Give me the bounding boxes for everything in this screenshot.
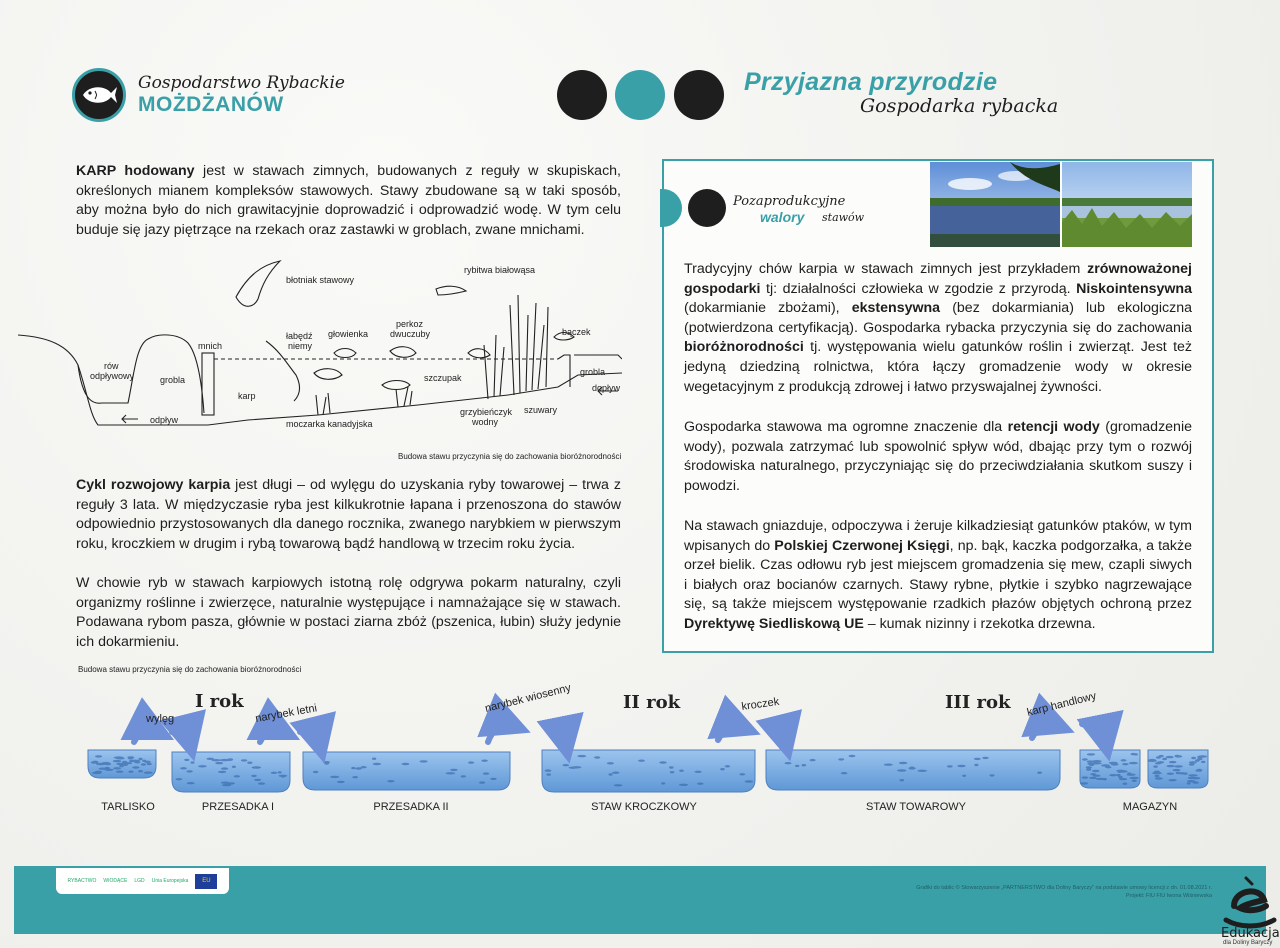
fish-mark xyxy=(947,765,953,767)
arrow-label-wyleg: wylęg xyxy=(146,713,175,725)
logo-line2: MOŻDŻANÓW xyxy=(138,92,284,116)
fish-mark xyxy=(186,770,192,772)
arrow-1 xyxy=(134,730,158,742)
fish-mark xyxy=(281,775,286,777)
fish-mark xyxy=(278,771,282,773)
logo-line1: Gospodarstwo Rybackie xyxy=(138,73,345,94)
info-box-heading-3: stawów xyxy=(822,211,865,224)
fish-mark xyxy=(849,755,856,757)
r2-run: Gospodarka stawowa ma ogromne znaczenie dla xyxy=(684,419,1008,435)
arrow-9 xyxy=(1032,725,1058,739)
fish-mark xyxy=(221,782,229,784)
paragraph-karp-bold: KARP hodowany xyxy=(76,163,195,179)
info-box-heading-2: walory xyxy=(760,209,805,225)
fish-mark xyxy=(917,770,927,772)
fish-mark xyxy=(1109,774,1117,776)
page-title: Przyjazna przyrodzie xyxy=(744,68,998,96)
pond-kroczkowy xyxy=(542,750,755,792)
fish-mark xyxy=(176,778,183,780)
fish-mark xyxy=(739,773,745,775)
fish-mark xyxy=(974,764,978,766)
fish-mark xyxy=(909,767,916,769)
fish-mark xyxy=(897,769,906,771)
label-blotniak: błotniak stawowy xyxy=(286,275,355,285)
fish-mark xyxy=(330,776,339,778)
edukacja-word: Edukacja xyxy=(1221,926,1280,941)
fish-mark xyxy=(1092,760,1102,762)
info-paragraph-3 xyxy=(684,517,1192,635)
fish-mark xyxy=(1127,772,1131,774)
fish-mark xyxy=(206,758,214,760)
fish-mark xyxy=(608,773,612,775)
arrow-8 xyxy=(766,726,786,744)
fish-mark xyxy=(1198,755,1207,757)
pond-name-magazyn: MAGAZYN xyxy=(1122,801,1178,813)
fish-mark xyxy=(612,772,619,774)
fish-mark xyxy=(1119,778,1127,780)
page-subtitle: Gospodarka rybacka xyxy=(860,95,1059,117)
arrow-label-kroczek: kroczek xyxy=(740,695,780,713)
fish-mark xyxy=(785,762,792,764)
fish-mark xyxy=(1121,759,1127,761)
r3-run: Na stawach gniazduje, odpoczywa i żeruje kilkadziesiąt gatunków ptaków, w tym wpisanych do xyxy=(684,518,1192,554)
credit-line-1: Grafiki do tablic © Stowarzyszenie „PARTNERSTWO dla Doliny Baryczy” na podstawie umowy licencji z dn. 01.08.2021 r. xyxy=(916,885,1212,891)
fish-mark xyxy=(1092,770,1100,772)
label-odplyw: odpływ xyxy=(150,415,179,425)
label-karp: karp xyxy=(238,391,256,401)
fish-mark xyxy=(138,770,143,772)
arrow-10 xyxy=(1082,724,1106,744)
r1-run: ekstensywna xyxy=(851,300,941,317)
fish-mark xyxy=(1089,777,1096,779)
label-baczek: bączek xyxy=(562,327,591,337)
r2-run: (gromadzenie wody), pozwala zatrzymać lub spowolnić spływ wód, dbając przy tym o rozwój środowiska naturalnego, przyczyniając się do przeciwdziałania skutkom suszy i powodzi. xyxy=(684,419,1192,494)
fish-mark xyxy=(337,781,345,783)
fish-mark xyxy=(720,768,725,770)
fish-mark xyxy=(180,767,187,769)
paragraph-cykl-text: jest długi – od wylęgu do uzyskania ryby towarowej – trwa z reguły 3 lata. W międzyczasie ryba jest kilkukrotnie łapana i przenoszona do stawów odpowiednio przystosowanych dla danego rocznika, zwanego narybkiem w pierwszym roku, kroczkiem w drugim i rybą towarową bądź handlową w trzecim roku życia. xyxy=(76,477,621,552)
fish-mark xyxy=(1087,768,1091,770)
label-szczupak: szczupak xyxy=(424,373,462,383)
fish-mark xyxy=(962,775,966,777)
label-labedz-2: niemy xyxy=(288,341,313,351)
fish-mark xyxy=(1129,762,1138,764)
partner-logo-wiodace: WIODĄCE xyxy=(103,877,128,884)
fish-mark xyxy=(1089,764,1095,766)
paragraph-karp xyxy=(76,162,621,240)
fish-mark xyxy=(91,761,99,763)
label-labedz-1: łabędź xyxy=(286,331,313,341)
fish-mark xyxy=(254,779,261,781)
fish-mark xyxy=(614,784,623,786)
fish-mark xyxy=(1090,773,1096,775)
fish-mark xyxy=(1169,761,1177,763)
arrow-label-narybek-wiosenny: narybek wiosenny xyxy=(483,682,573,715)
label-doplyw: dopływ xyxy=(592,383,621,393)
fish-mark xyxy=(1156,756,1161,758)
pond-name-przesadka-2: PRZESADKA II xyxy=(373,801,449,813)
fish-mark xyxy=(1191,757,1196,759)
fish-icon xyxy=(72,68,126,122)
fish-mark xyxy=(351,767,355,769)
fish-mark xyxy=(402,763,410,765)
r1-run: zrównoważonej gospodarki xyxy=(684,261,1192,297)
fish-mark xyxy=(271,772,278,774)
fish-mark xyxy=(1087,753,1095,755)
pond-przesadka-2 xyxy=(303,752,510,790)
fish-mark xyxy=(132,766,139,768)
r3-run: , np. bąk, kaczka podgorzałka, a także orzeł bielik. Czas odłowu ryb jest miejscem gromadzenia się mew, czapli siwych i białych oraz bocianów czarnych. Stawy rybne, płytkie i szybko nagrzewające się, są także miejscem występowanie rzadkich płazów objętych ochroną przez xyxy=(684,537,1192,613)
fish-mark xyxy=(1105,766,1111,768)
pond-diagram xyxy=(18,255,622,455)
fish-mark xyxy=(545,769,552,771)
carp-cycle-diagram xyxy=(60,682,1210,822)
fish-mark xyxy=(420,760,428,762)
fish-mark xyxy=(113,760,122,762)
fish-mark xyxy=(232,766,236,768)
label-row-1: rów xyxy=(104,361,119,371)
fish-mark xyxy=(1175,755,1180,757)
fish-mark xyxy=(1037,772,1042,774)
fish-mark xyxy=(725,765,730,767)
label-moczarka: moczarka kanadyjska xyxy=(286,419,373,429)
label-grzybienczyk-2: wodny xyxy=(472,417,499,427)
fish-mark xyxy=(546,773,551,775)
fish-mark xyxy=(1195,769,1202,771)
fish-mark xyxy=(1201,761,1205,763)
fish-mark xyxy=(638,760,645,762)
info-box-heading-1: Pozaprodukcyjne xyxy=(733,194,846,209)
fish-mark xyxy=(1188,774,1197,776)
fish-mark xyxy=(116,771,124,773)
fish-mark xyxy=(450,769,457,771)
fish-mark xyxy=(128,757,133,759)
r1-run: bioróżnorodności xyxy=(684,339,804,356)
paragraph-chow: W chowie ryb w stawach karpiowych istotną rolę odgrywa pokarm naturalny, czyli organizmy roślinne i zwierzęce, naturalnie występujące i namnażające się w stawach. Podawana rybom pasza, głównie w postaci ziarna zbóż (pszenica, łubin) służy jedynie ich dokarmieniu. xyxy=(76,575,621,650)
fish-mark xyxy=(95,755,102,757)
fish-mark xyxy=(572,766,582,768)
header-dot-2 xyxy=(615,70,665,120)
fish-mark xyxy=(670,771,674,773)
fish-mark xyxy=(184,759,189,761)
info-paragraph-2 xyxy=(684,418,1192,496)
fish-mark xyxy=(1155,777,1163,779)
label-perkoz-2: dwuczuby xyxy=(390,329,431,339)
fish-mark xyxy=(221,767,228,769)
fish-mark xyxy=(483,772,489,774)
fish-mark xyxy=(324,762,329,764)
r1-run: (dokarmianie zbożami), xyxy=(684,300,852,317)
fish-mark xyxy=(361,766,367,768)
r2-run: retencji wody xyxy=(1007,419,1100,435)
fish-mark xyxy=(142,760,146,762)
fish-mark xyxy=(468,761,474,763)
fish-mark xyxy=(802,764,807,766)
fish-mark xyxy=(1123,783,1128,785)
fish-mark xyxy=(387,780,394,782)
partner-logo-lgd: LGD xyxy=(134,877,145,884)
arrow-4 xyxy=(300,732,320,746)
label-perkoz-1: perkoz xyxy=(396,319,424,329)
fish-mark xyxy=(1187,780,1195,782)
year-3: III rok xyxy=(945,692,1011,713)
r3-run: – kumak nizinny i rzekotka drzewna. xyxy=(863,615,1096,632)
fish-mark xyxy=(130,760,140,762)
r3-run: Polskiej Czerwonej Księgi xyxy=(774,537,950,554)
fish-mark xyxy=(745,780,754,782)
fish-mark xyxy=(461,775,467,777)
paragraph-karp-text: jest w stawach zimnych, budowanych z reguły w skupiskach, określonych mianem kompleksów stawowych. Stawy zbudowane są w taki sposób, aby można było do nich grawitacyjnie doprowadzić i odprowadzić wodę. W tym celu buduje się jazy piętrzące na rzekach oraz zastawki w groblach, zwane mnichami. xyxy=(76,163,621,238)
pond-photo-2 xyxy=(1062,162,1192,247)
fish-mark xyxy=(1122,763,1128,765)
fish-mark xyxy=(1082,776,1089,778)
fish-mark xyxy=(96,772,101,774)
fish-mark xyxy=(1087,760,1094,762)
fish-mark xyxy=(1131,753,1137,755)
fish-mark xyxy=(989,774,994,776)
arrow-label-karp-handlowy: karp handlowy xyxy=(1025,690,1098,719)
fish-mark xyxy=(490,778,496,780)
fish-mark xyxy=(1082,758,1088,760)
label-grzybienczyk-1: grzybieńczyk xyxy=(460,407,513,417)
fish-mark xyxy=(241,759,247,761)
fish-mark xyxy=(841,772,848,774)
fish-mark xyxy=(1155,762,1162,764)
arrow-6 xyxy=(544,724,566,746)
fish-mark xyxy=(838,758,844,760)
fish-mark xyxy=(957,765,965,767)
label-row-2: odpływowy xyxy=(90,371,135,381)
pond-name-towarowy: STAW TOWAROWY xyxy=(865,801,967,813)
r1-run: tj. występowania wielu gatunków roślin i zwierząt. Jest też jedyną dziedziną rolnictwa, która łączy gromadzenie wody w okresie wegetacyjnym z produkcją zdrowej i łatwo przyswajalnej żywności. xyxy=(684,339,1192,395)
fish-mark xyxy=(479,781,485,783)
fish-mark xyxy=(1095,778,1105,780)
pond-towarowy xyxy=(766,750,1060,790)
fish-mark xyxy=(128,771,133,773)
header-dot-3 xyxy=(674,70,724,120)
fish-mark xyxy=(1166,756,1174,758)
r1-run: Tradycyjny chów karpia w stawach zimnych jest przykładem xyxy=(684,261,1088,277)
label-szuwary: szuwary xyxy=(524,405,558,415)
fish-mark xyxy=(234,775,240,777)
fish-mark xyxy=(577,755,586,757)
partner-logo-ue: Unia Europejska xyxy=(151,877,189,884)
fish-mark xyxy=(661,782,665,784)
fish-mark xyxy=(1129,777,1139,779)
fish-mark xyxy=(313,771,319,773)
credit-line-2: Projekt: FIU FIU Iwona Wiśniewska xyxy=(1125,893,1212,899)
fish-mark xyxy=(679,770,684,772)
fish-mark xyxy=(974,758,981,760)
info-paragraph-1 xyxy=(684,260,1192,397)
fish-mark xyxy=(679,784,688,786)
label-mnich: mnich xyxy=(198,341,223,351)
arrow-7 xyxy=(718,727,744,741)
fish-mark xyxy=(982,757,988,759)
label-grobla-left: grobla xyxy=(160,375,186,385)
partner-logo-rybactwo: RYBACTWO xyxy=(67,877,97,884)
fish-mark xyxy=(373,763,381,765)
fish-mark xyxy=(1117,774,1121,776)
fish-mark xyxy=(102,762,110,764)
fish-mark xyxy=(1173,769,1181,771)
fish-mark xyxy=(1162,758,1167,760)
fish-mark xyxy=(1167,765,1175,767)
fish-mark xyxy=(215,762,223,764)
fish-mark xyxy=(222,784,231,786)
fish-mark xyxy=(116,757,125,759)
r3-run: Dyrektywę Siedliskową UE xyxy=(684,615,864,632)
arrow-label-narybek-letni: narybek letni xyxy=(254,702,318,725)
cycle-caption: Budowa stawu przyczynia się do zachowania bioróżnorodności xyxy=(78,665,302,674)
r1-run: Niskointensywna xyxy=(1076,280,1192,297)
arrow-3 xyxy=(260,730,284,742)
fish-mark xyxy=(252,766,262,768)
fish-mark xyxy=(147,763,152,765)
fish-mark xyxy=(563,764,570,766)
arrow-2 xyxy=(172,732,190,744)
paragraph-cykl xyxy=(76,476,621,554)
pond-photo-1 xyxy=(930,162,1060,247)
fish-mark xyxy=(191,761,195,763)
arrow-5 xyxy=(488,725,514,742)
fish-mark xyxy=(1147,760,1157,762)
fish-mark xyxy=(198,765,207,767)
fish-mark xyxy=(1167,773,1174,775)
fish-mark xyxy=(258,782,265,784)
fish-mark xyxy=(1187,782,1191,784)
fish-mark xyxy=(1152,772,1162,774)
fish-mark xyxy=(1197,758,1202,760)
label-grobla-right: grobla xyxy=(580,367,606,377)
edukacja-sub: dla Doliny Baryczy xyxy=(1223,940,1273,946)
fish-mark xyxy=(113,767,121,769)
fish-mark xyxy=(1179,772,1186,774)
paragraph-cykl-bold: Cykl rozwojowy karpia xyxy=(76,477,231,493)
fish-mark xyxy=(187,782,195,784)
fish-mark xyxy=(697,783,704,785)
credits xyxy=(792,884,1212,900)
fish-mark xyxy=(138,758,142,760)
fish-mark xyxy=(116,763,122,765)
label-rybitwa: rybitwa białowąsa xyxy=(464,265,536,275)
year-2: II rok xyxy=(623,692,681,713)
fish-mark xyxy=(1189,763,1195,765)
fish-mark xyxy=(352,776,358,778)
fish-mark xyxy=(810,759,816,761)
pond-name-tarlisko: TARLISKO xyxy=(101,801,155,813)
year-1: I rok xyxy=(195,691,244,712)
fish-mark xyxy=(218,771,226,773)
fish-mark xyxy=(1188,777,1196,779)
fish-mark xyxy=(1109,762,1118,764)
pond-caption: Budowa stawu przyczynia się do zachowania bioróżnorodności xyxy=(398,452,622,461)
fish-mark xyxy=(1132,780,1137,782)
fish-mark xyxy=(659,761,667,763)
fish-mark xyxy=(594,756,600,758)
eu-flag-icon: EU xyxy=(195,874,217,889)
pond-name-przesadka-1: PRZESADKA I xyxy=(201,801,275,813)
fish-mark xyxy=(1189,761,1197,763)
r1-run: tj: działalności człowieka w zgodzie z przyrodą. xyxy=(760,280,1077,297)
fish-mark xyxy=(247,762,252,764)
fish-mark xyxy=(669,766,674,768)
fish-mark xyxy=(1118,771,1122,773)
fish-mark xyxy=(144,772,153,774)
fish-mark xyxy=(99,768,107,770)
fish-mark xyxy=(900,779,905,781)
fish-mark xyxy=(607,762,614,764)
fish-mark xyxy=(1155,775,1160,777)
fish-mark xyxy=(446,772,456,774)
fish-mark xyxy=(795,765,799,767)
fish-mark xyxy=(141,763,146,765)
fish-mark xyxy=(1153,765,1158,767)
fish-mark xyxy=(251,775,257,777)
info-box-dot xyxy=(688,189,726,227)
fish-mark xyxy=(884,764,893,766)
fish-mark xyxy=(481,760,487,762)
fish-mark xyxy=(1080,782,1088,784)
fish-mark xyxy=(1174,765,1183,767)
fish-mark xyxy=(1168,779,1176,781)
fish-mark xyxy=(372,758,376,760)
r1-run: (bez dokarmiania) lub ekologiczna (potwierdzona certyfikacją). Gospodarka rybacka przyczynia się do zachowania xyxy=(684,300,1193,336)
partner-logos xyxy=(56,868,229,894)
farm-logo xyxy=(72,68,345,122)
fish-mark xyxy=(220,759,230,761)
fish-mark xyxy=(695,771,702,773)
header-dot-1 xyxy=(557,70,607,120)
fish-mark xyxy=(899,762,908,764)
pond-name-kroczkowy: STAW KROCZKOWY xyxy=(591,801,697,813)
label-glowienka: głowienka xyxy=(328,329,369,339)
